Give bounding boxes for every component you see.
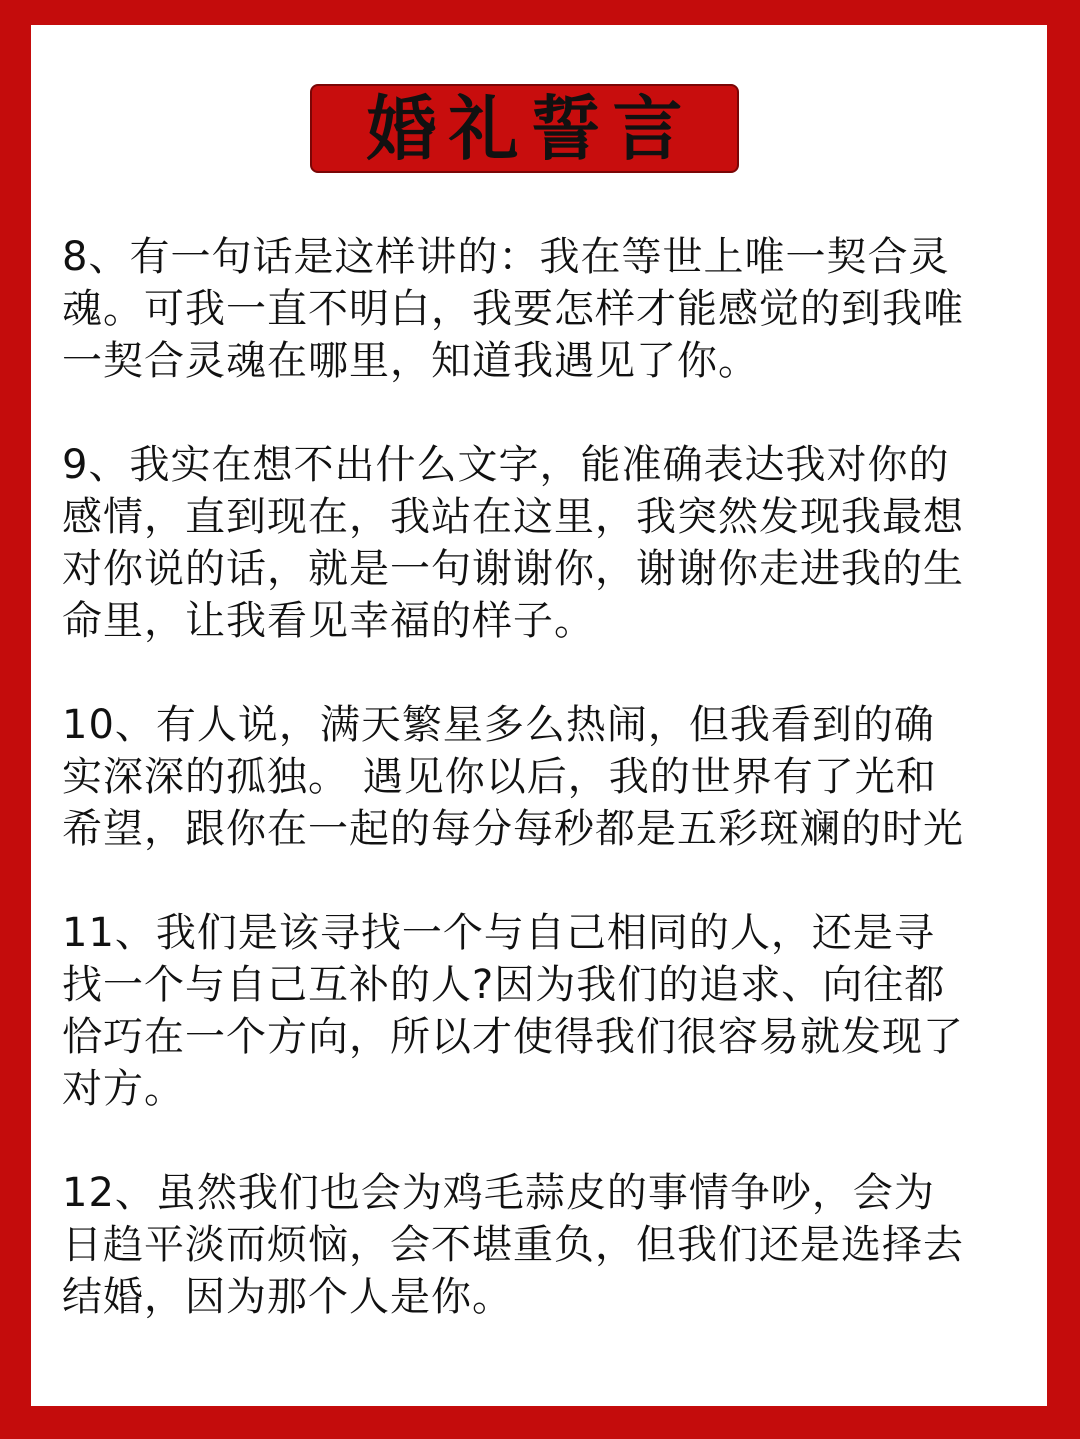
vow-line: 找一个与自己互补的人?因为我们的追求、向往都 — [62, 962, 946, 1008]
vow-paragraph-12 — [62, 1167, 1042, 1323]
vow-paragraph-9 — [62, 439, 1042, 647]
vow-line: 命里，让我看见幸福的样子。 — [62, 598, 595, 644]
vow-line: 一契合灵魂在哪里，知道我遇见了你。 — [62, 338, 759, 384]
vow-line: 9、我实在想不出什么文字，能准确表达我对你的 — [62, 442, 950, 488]
vow-line: 对你说的话，就是一句谢谢你，谢谢你走进我的生 — [62, 546, 964, 592]
vow-line: 对方。 — [62, 1066, 185, 1112]
vow-paragraph-10 — [62, 699, 1042, 855]
vow-line: 12、虽然我们也会为鸡毛蒜皮的事情争吵，会为 — [62, 1170, 935, 1216]
vow-line: 实深深的孤独。 遇见你以后，我的世界有了光和 — [62, 754, 937, 800]
vow-line: 恰巧在一个方向，所以才使得我们很容易就发现了 — [62, 1014, 964, 1060]
vow-line: 10、有人说，满天繁星多么热闹，但我看到的确 — [62, 702, 935, 748]
vow-line: 希望，跟你在一起的每分每秒都是五彩斑斓的时光 — [62, 806, 964, 852]
title-banner — [310, 84, 739, 173]
vow-paragraph-11 — [62, 907, 1042, 1115]
vow-line: 11、我们是该寻找一个与自己相同的人，还是寻 — [62, 910, 935, 956]
vow-line: 结婚，因为那个人是你。 — [62, 1274, 513, 1320]
vow-line: 日趋平淡而烦恼，会不堪重负，但我们还是选择去 — [62, 1222, 964, 1268]
vow-list — [62, 231, 1042, 1375]
vow-paragraph-8 — [62, 231, 1042, 387]
white-card — [31, 25, 1047, 1406]
vow-line: 感情，直到现在，我站在这里，我突然发现我最想 — [62, 494, 964, 540]
vow-line: 魂。可我一直不明白，我要怎样才能感觉的到我唯 — [62, 286, 964, 332]
page-title: 婚礼誓言 — [366, 87, 695, 170]
vow-line: 8、有一句话是这样讲的：我在等世上唯一契合灵 — [62, 234, 950, 280]
